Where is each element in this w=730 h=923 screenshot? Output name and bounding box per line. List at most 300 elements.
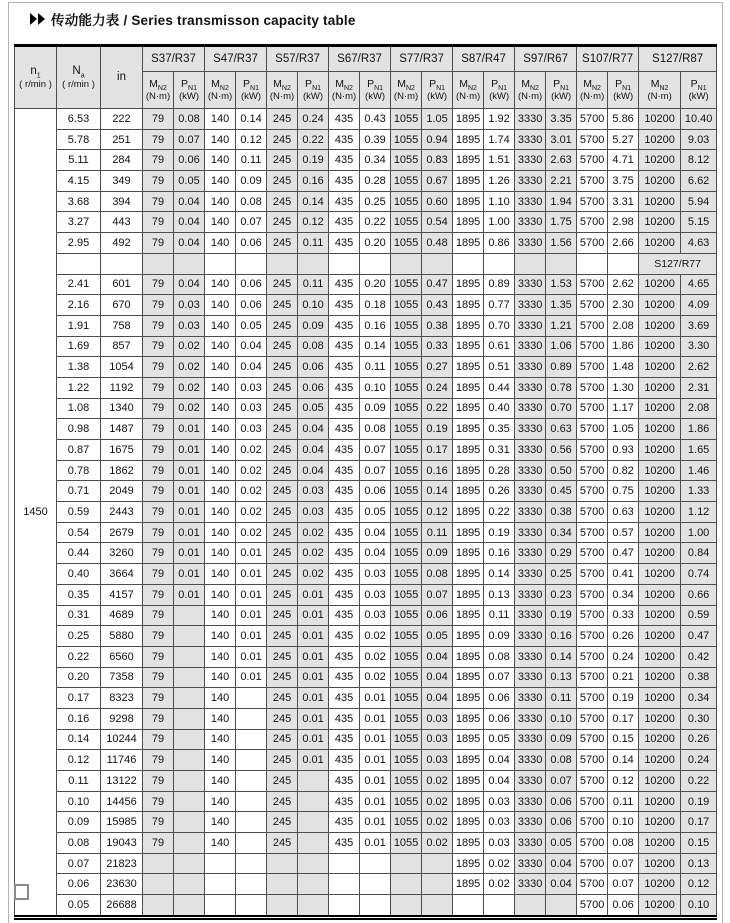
- power-cell: 0.07: [484, 667, 515, 688]
- torque-cell: 5700: [577, 357, 608, 378]
- power-cell: 0.02: [484, 874, 515, 895]
- torque-cell: 1055: [391, 667, 422, 688]
- power-cell: 1.53: [546, 274, 577, 295]
- torque-cell: 245: [267, 833, 298, 854]
- torque-cell: 140: [205, 315, 236, 336]
- ratio-cell: 3664: [101, 564, 143, 585]
- power-cell: [236, 688, 267, 709]
- power-cell: 0.06: [546, 791, 577, 812]
- torque-cell: 3330: [515, 398, 546, 419]
- power-cell: [236, 771, 267, 792]
- power-cell: [174, 729, 205, 750]
- n2-cell: 1.91: [57, 315, 101, 336]
- power-cell: 0.11: [546, 688, 577, 709]
- torque-cell: 10200: [639, 605, 681, 626]
- torque-cell: 1055: [391, 233, 422, 254]
- torque-cell: 5700: [577, 667, 608, 688]
- torque-cell: 435: [329, 295, 360, 316]
- table-row: [15, 440, 717, 461]
- power-cell: 0.11: [298, 274, 329, 295]
- torque-cell: 1895: [453, 626, 484, 647]
- torque-cell: 1055: [391, 605, 422, 626]
- power-cell: 1.21: [546, 315, 577, 336]
- power-cell: 0.08: [174, 109, 205, 130]
- power-cell: 0.07: [608, 853, 639, 874]
- power-cell: 0.04: [298, 440, 329, 461]
- power-cell: 0.14: [298, 191, 329, 212]
- ratio-cell: 1192: [101, 377, 143, 398]
- power-cell: 0.12: [422, 502, 453, 523]
- torque-cell: 5700: [577, 626, 608, 647]
- power-cell: [174, 750, 205, 771]
- torque-cell: 245: [267, 522, 298, 543]
- ratio-cell: 222: [101, 109, 143, 130]
- power-cell: 0.01: [236, 584, 267, 605]
- torque-cell: 140: [205, 150, 236, 171]
- torque-cell: 5700: [577, 109, 608, 130]
- power-cell: 0.60: [422, 191, 453, 212]
- power-cell: 0.16: [298, 171, 329, 192]
- power-cell: 0.01: [298, 750, 329, 771]
- power-cell: 0.02: [422, 812, 453, 833]
- power-cell: 1.86: [681, 419, 717, 440]
- torque-cell: 5700: [577, 274, 608, 295]
- torque-cell: 3330: [515, 626, 546, 647]
- power-cell: 0.06: [236, 274, 267, 295]
- power-cell: 0.38: [681, 667, 717, 688]
- torque-cell: 79: [143, 377, 174, 398]
- power-cell: [298, 812, 329, 833]
- torque-cell: 79: [143, 315, 174, 336]
- torque-cell: 435: [329, 129, 360, 150]
- torque-header: $M_{N2}$ (N·m): [453, 72, 484, 109]
- power-cell: 0.07: [608, 874, 639, 895]
- power-cell: 0.04: [174, 212, 205, 233]
- torque-cell: [391, 895, 422, 918]
- torque-cell: 1895: [453, 233, 484, 254]
- table-row: [15, 688, 717, 709]
- power-cell: [174, 771, 205, 792]
- torque-cell: 1055: [391, 646, 422, 667]
- torque-cell: 140: [205, 667, 236, 688]
- power-header: $P_{N1}$ (kW): [484, 72, 515, 109]
- power-cell: 4.71: [608, 150, 639, 171]
- torque-cell: 435: [329, 522, 360, 543]
- power-cell: [422, 895, 453, 918]
- power-cell: 3.69: [681, 315, 717, 336]
- ratio-cell: 1862: [101, 460, 143, 481]
- torque-cell: 435: [329, 646, 360, 667]
- torque-cell: 5700: [577, 791, 608, 812]
- power-cell: 0.02: [422, 791, 453, 812]
- n2-cell: 0.59: [57, 502, 101, 523]
- torque-cell: 3330: [515, 171, 546, 192]
- torque-cell: [267, 253, 298, 274]
- torque-cell: 140: [205, 274, 236, 295]
- torque-cell: 1055: [391, 191, 422, 212]
- power-cell: 2.66: [608, 233, 639, 254]
- torque-cell: [205, 853, 236, 874]
- torque-cell: 1895: [453, 771, 484, 792]
- power-cell: 0.13: [546, 667, 577, 688]
- torque-cell: 245: [267, 460, 298, 481]
- torque-cell: [391, 853, 422, 874]
- torque-cell: 1895: [453, 398, 484, 419]
- power-cell: 0.10: [360, 377, 391, 398]
- power-cell: 0.16: [484, 543, 515, 564]
- torque-cell: 140: [205, 357, 236, 378]
- power-cell: 1.48: [608, 357, 639, 378]
- power-cell: 0.02: [298, 543, 329, 564]
- power-cell: 5.27: [608, 129, 639, 150]
- power-cell: 0.78: [546, 377, 577, 398]
- power-cell: 0.48: [422, 233, 453, 254]
- power-cell: 0.03: [236, 398, 267, 419]
- n2-cell: [57, 253, 101, 274]
- torque-cell: 1895: [453, 502, 484, 523]
- torque-cell: 435: [329, 584, 360, 605]
- torque-cell: 10200: [639, 150, 681, 171]
- torque-cell: 1895: [453, 377, 484, 398]
- torque-cell: 79: [143, 481, 174, 502]
- power-cell: 0.01: [174, 522, 205, 543]
- power-cell: [360, 874, 391, 895]
- torque-cell: 10200: [639, 874, 681, 895]
- power-cell: 0.01: [174, 481, 205, 502]
- torque-cell: 10200: [639, 357, 681, 378]
- torque-cell: 5700: [577, 460, 608, 481]
- power-cell: 0.47: [608, 543, 639, 564]
- n2-cell: 1.38: [57, 357, 101, 378]
- power-cell: 0.04: [236, 336, 267, 357]
- torque-cell: 1895: [453, 564, 484, 585]
- table-row: [15, 357, 717, 378]
- torque-cell: 79: [143, 791, 174, 812]
- ratio-cell: 394: [101, 191, 143, 212]
- torque-cell: 3330: [515, 460, 546, 481]
- power-cell: 0.22: [298, 129, 329, 150]
- ratio-cell: 10244: [101, 729, 143, 750]
- torque-cell: 1055: [391, 502, 422, 523]
- torque-cell: [205, 874, 236, 895]
- torque-cell: [143, 853, 174, 874]
- torque-cell: 5700: [577, 419, 608, 440]
- power-cell: 0.89: [546, 357, 577, 378]
- n2-cell: 1.08: [57, 398, 101, 419]
- section-title: [30, 10, 356, 28]
- power-cell: 0.01: [360, 688, 391, 709]
- power-cell: 0.04: [236, 357, 267, 378]
- power-cell: [422, 853, 453, 874]
- torque-header: $M_{N2}$ (N·m): [515, 72, 546, 109]
- power-cell: 0.04: [360, 543, 391, 564]
- power-cell: 2.62: [608, 274, 639, 295]
- table-row: [15, 377, 717, 398]
- power-cell: 0.19: [608, 688, 639, 709]
- power-cell: 0.01: [360, 791, 391, 812]
- power-cell: 0.10: [546, 708, 577, 729]
- torque-cell: 1055: [391, 522, 422, 543]
- power-cell: 0.22: [360, 212, 391, 233]
- torque-cell: 1055: [391, 419, 422, 440]
- power-cell: 0.01: [298, 605, 329, 626]
- power-cell: 1.74: [484, 129, 515, 150]
- torque-cell: 3330: [515, 212, 546, 233]
- torque-cell: 1055: [391, 729, 422, 750]
- torque-header: $M_{N2}$ (N·m): [329, 72, 360, 109]
- power-cell: 0.11: [236, 150, 267, 171]
- torque-cell: 79: [143, 129, 174, 150]
- torque-cell: 435: [329, 419, 360, 440]
- power-cell: 0.03: [484, 812, 515, 833]
- power-cell: 0.08: [546, 750, 577, 771]
- power-cell: 0.01: [174, 440, 205, 461]
- n2-cell: 0.71: [57, 481, 101, 502]
- torque-cell: 3330: [515, 522, 546, 543]
- torque-cell: 140: [205, 419, 236, 440]
- power-cell: 1.56: [546, 233, 577, 254]
- torque-cell: 1055: [391, 377, 422, 398]
- torque-cell: 1055: [391, 833, 422, 854]
- power-cell: 0.01: [360, 750, 391, 771]
- power-cell: 3.31: [608, 191, 639, 212]
- torque-cell: 435: [329, 543, 360, 564]
- power-cell: [298, 853, 329, 874]
- torque-cell: 140: [205, 233, 236, 254]
- power-cell: 0.04: [422, 646, 453, 667]
- group-header-row: [15, 46, 717, 72]
- table-row: [15, 171, 717, 192]
- ratio-cell: 2679: [101, 522, 143, 543]
- power-cell: [298, 253, 329, 274]
- torque-cell: 3330: [515, 708, 546, 729]
- torque-cell: [205, 253, 236, 274]
- power-cell: 0.11: [422, 522, 453, 543]
- power-cell: 5.86: [608, 109, 639, 130]
- n2-cell: 0.40: [57, 564, 101, 585]
- torque-cell: 79: [143, 398, 174, 419]
- power-cell: 0.41: [608, 564, 639, 585]
- torque-cell: 3330: [515, 750, 546, 771]
- power-cell: 0.12: [236, 129, 267, 150]
- torque-cell: 10200: [639, 481, 681, 502]
- n2-cell: 0.07: [57, 853, 101, 874]
- torque-cell: 1055: [391, 336, 422, 357]
- torque-cell: 3330: [515, 150, 546, 171]
- torque-cell: [205, 895, 236, 918]
- n2-cell: 4.15: [57, 171, 101, 192]
- torque-cell: 3330: [515, 295, 546, 316]
- power-cell: 0.57: [608, 522, 639, 543]
- torque-cell: 245: [267, 440, 298, 461]
- power-cell: 0.01: [360, 729, 391, 750]
- power-cell: 2.30: [608, 295, 639, 316]
- power-cell: 0.20: [360, 274, 391, 295]
- power-cell: 0.04: [422, 688, 453, 709]
- torque-cell: 245: [267, 543, 298, 564]
- torque-cell: 5700: [577, 584, 608, 605]
- power-cell: 0.11: [484, 605, 515, 626]
- torque-cell: 140: [205, 791, 236, 812]
- torque-cell: 245: [267, 605, 298, 626]
- torque-cell: 3330: [515, 377, 546, 398]
- torque-cell: 79: [143, 667, 174, 688]
- power-cell: 0.31: [484, 440, 515, 461]
- torque-cell: 140: [205, 129, 236, 150]
- power-cell: 1.35: [546, 295, 577, 316]
- power-cell: 0.01: [236, 667, 267, 688]
- torque-cell: 1895: [453, 150, 484, 171]
- power-cell: 0.04: [546, 853, 577, 874]
- power-cell: 0.09: [360, 398, 391, 419]
- torque-cell: 3330: [515, 833, 546, 854]
- power-cell: [298, 771, 329, 792]
- torque-cell: 79: [143, 212, 174, 233]
- torque-cell: 5700: [577, 336, 608, 357]
- table-row: [15, 729, 717, 750]
- torque-cell: 245: [267, 274, 298, 295]
- group-header: S107/R77: [577, 46, 639, 72]
- torque-cell: [329, 853, 360, 874]
- power-cell: 0.42: [681, 646, 717, 667]
- power-cell: 0.02: [236, 481, 267, 502]
- torque-header: $M_{N2}$ (N·m): [577, 72, 608, 109]
- torque-cell: 3330: [515, 502, 546, 523]
- torque-cell: 79: [143, 191, 174, 212]
- torque-cell: 5700: [577, 750, 608, 771]
- torque-cell: 140: [205, 543, 236, 564]
- power-cell: 0.75: [608, 481, 639, 502]
- power-cell: 0.10: [608, 812, 639, 833]
- torque-cell: 79: [143, 295, 174, 316]
- power-cell: 0.01: [360, 833, 391, 854]
- power-cell: 0.02: [298, 522, 329, 543]
- power-cell: 0.02: [360, 626, 391, 647]
- power-cell: 0.01: [174, 419, 205, 440]
- power-cell: 10.40: [681, 109, 717, 130]
- torque-cell: 140: [205, 109, 236, 130]
- torque-cell: 10200: [639, 853, 681, 874]
- power-cell: [360, 253, 391, 274]
- torque-cell: 245: [267, 109, 298, 130]
- series-label-cell: S127/R77: [639, 253, 717, 274]
- power-cell: 0.01: [236, 646, 267, 667]
- power-cell: 0.47: [422, 274, 453, 295]
- torque-cell: 245: [267, 212, 298, 233]
- torque-cell: 245: [267, 171, 298, 192]
- power-cell: 0.18: [360, 295, 391, 316]
- n2-cell: 1.69: [57, 336, 101, 357]
- torque-cell: 3330: [515, 357, 546, 378]
- ratio-cell: 7358: [101, 667, 143, 688]
- power-cell: 0.10: [681, 895, 717, 918]
- torque-cell: 5700: [577, 708, 608, 729]
- torque-cell: 435: [329, 688, 360, 709]
- power-cell: 3.30: [681, 336, 717, 357]
- power-cell: 0.13: [484, 584, 515, 605]
- torque-cell: 245: [267, 771, 298, 792]
- table-row: [15, 708, 717, 729]
- table-row: [15, 584, 717, 605]
- torque-cell: 5700: [577, 398, 608, 419]
- power-cell: 4.09: [681, 295, 717, 316]
- torque-cell: 3330: [515, 688, 546, 709]
- power-cell: 0.06: [422, 605, 453, 626]
- power-cell: 0.34: [608, 584, 639, 605]
- torque-cell: 1895: [453, 584, 484, 605]
- power-cell: 0.24: [608, 646, 639, 667]
- power-cell: [236, 833, 267, 854]
- torque-cell: 245: [267, 398, 298, 419]
- power-cell: 0.01: [298, 688, 329, 709]
- torque-cell: 140: [205, 481, 236, 502]
- table-row: [15, 895, 717, 918]
- ratio-cell: 758: [101, 315, 143, 336]
- torque-cell: 140: [205, 646, 236, 667]
- power-cell: 0.01: [236, 605, 267, 626]
- table-row: [15, 481, 717, 502]
- torque-cell: 1895: [453, 191, 484, 212]
- power-cell: 0.28: [360, 171, 391, 192]
- power-cell: 0.08: [484, 646, 515, 667]
- torque-cell: 1895: [453, 522, 484, 543]
- torque-cell: 10200: [639, 626, 681, 647]
- torque-cell: 1055: [391, 398, 422, 419]
- group-header: S127/R87: [639, 46, 717, 72]
- table-row: [15, 150, 717, 171]
- power-cell: 3.35: [546, 109, 577, 130]
- torque-cell: [453, 253, 484, 274]
- torque-cell: 435: [329, 377, 360, 398]
- ratio-cell: 13122: [101, 771, 143, 792]
- ratio-cell: 1340: [101, 398, 143, 419]
- torque-cell: 435: [329, 357, 360, 378]
- power-cell: 0.67: [422, 171, 453, 192]
- power-cell: 0.07: [174, 129, 205, 150]
- power-cell: 0.01: [174, 584, 205, 605]
- torque-cell: 1055: [391, 791, 422, 812]
- power-cell: 1.05: [422, 109, 453, 130]
- torque-cell: 10200: [639, 212, 681, 233]
- torque-cell: 1055: [391, 460, 422, 481]
- power-cell: 0.59: [681, 605, 717, 626]
- power-cell: 0.07: [360, 460, 391, 481]
- power-cell: 0.01: [298, 646, 329, 667]
- power-cell: 0.25: [546, 564, 577, 585]
- power-cell: 0.04: [174, 233, 205, 254]
- n2-cell: 5.11: [57, 150, 101, 171]
- torque-cell: 3330: [515, 729, 546, 750]
- torque-cell: 5700: [577, 377, 608, 398]
- table-row: [15, 191, 717, 212]
- power-cell: 0.06: [298, 357, 329, 378]
- power-cell: [422, 253, 453, 274]
- table-row: [15, 274, 717, 295]
- power-cell: 1.46: [681, 460, 717, 481]
- torque-cell: 1895: [453, 791, 484, 812]
- power-cell: 1.30: [608, 377, 639, 398]
- power-cell: 0.08: [608, 833, 639, 854]
- torque-cell: 435: [329, 315, 360, 336]
- power-cell: 0.33: [422, 336, 453, 357]
- power-cell: 0.02: [360, 667, 391, 688]
- ratio-cell: 251: [101, 129, 143, 150]
- torque-cell: 10200: [639, 171, 681, 192]
- power-cell: 0.03: [236, 419, 267, 440]
- table-row: [15, 460, 717, 481]
- torque-cell: 1055: [391, 150, 422, 171]
- power-cell: 0.03: [422, 708, 453, 729]
